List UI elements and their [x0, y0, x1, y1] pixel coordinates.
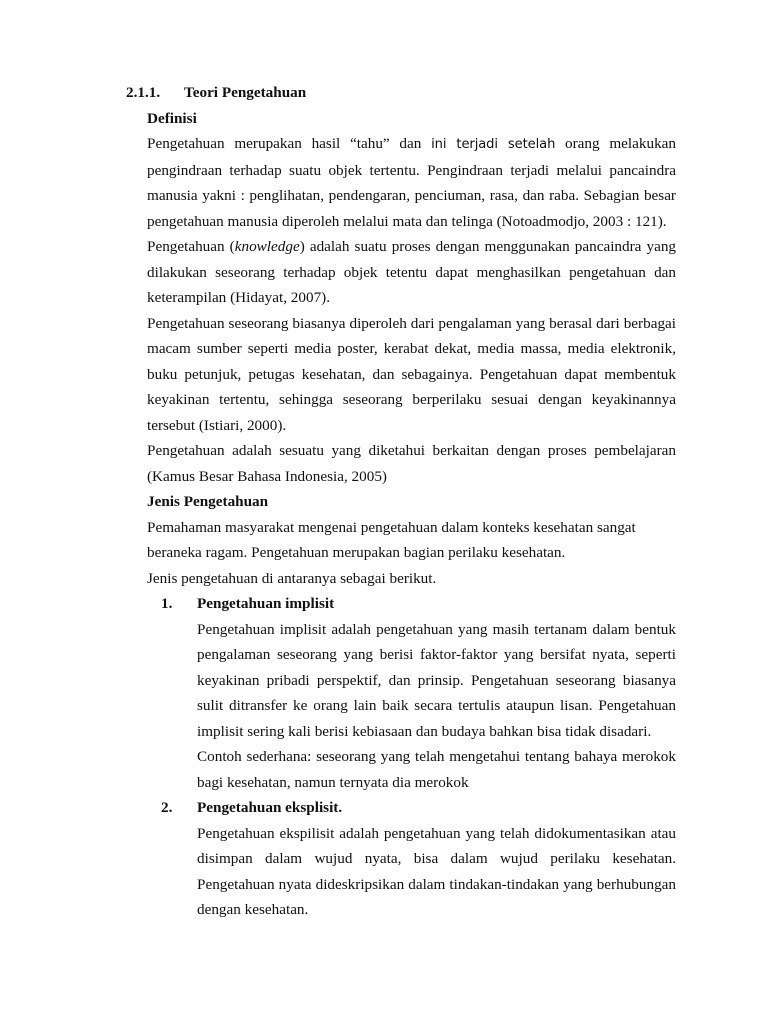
subheading-definisi: Definisi	[147, 109, 197, 127]
section-heading	[126, 80, 676, 106]
paragraph-knowledge-italic-term: knowledge	[234, 238, 300, 255]
paragraph-definisi-1-part-b: orang melakukan pengindraan terhadap suatu objek tertentu. Pengindraan terjadi melalui pancaindra manusia yakni : penglihatan, pendengaran, penciuman, rasa, dan raba. Sebagian besar pengetahuan manusia diperoleh melalui mata dan telinga (Notoadmodjo, 2003 : 121).	[147, 135, 676, 230]
paragraph-knowledge-part-a: Pengetahuan (	[147, 238, 235, 255]
paragraph-pemahaman-masyarakat: Pemahaman masyarakat mengenai pengetahuan dalam konteks kesehatan sangat beraneka ragam. Pengetahuan merupakan bagian perilaku kesehatan.	[147, 518, 636, 561]
subheading-jenis-pengetahuan: Jenis Pengetahuan	[147, 493, 269, 510]
section-title: Teori Pengetahuan	[184, 84, 307, 101]
section-number: 2.1.1.	[126, 84, 161, 101]
list-item	[147, 591, 676, 795]
list-item-marker: 2.	[161, 799, 173, 816]
list-item-body: Pengetahuan ekspilisit adalah pengetahuan yang telah didokumentasikan atau disimpan dalam wujud nyata, bisa dalam wujud perilaku kesehatan. Pengetahuan nyata dideskripsikan dalam tindakan-tindakan yang berhubungan dengan kesehatan.	[197, 824, 676, 918]
paragraph-kbbi: Pengetahuan adalah sesuatu yang diketahui berkaitan dengan proses pembelajaran (Kamus Besar Bahasa Indonesia, 2005)	[147, 442, 676, 485]
paragraph-sumber-pengetahuan: Pengetahuan seseorang biasanya diperoleh dari pengalaman yang berasal dari berbagai macam sumber seperti media poster, kerabat dekat, media massa, media elektronik, buku petunjuk, petugas kesehatan, dan sebagainya. Pengetahuan dapat membentuk keyakinan tertentu, sehingga seseorang berperilaku sesuai dengan keyakinannya tersebut (Istiari, 2000).	[147, 314, 676, 434]
paragraph-definisi-1	[147, 131, 676, 234]
paragraph-knowledge	[147, 234, 676, 311]
list-item-title: Pengetahuan implisit	[197, 595, 335, 612]
list-item-title: Pengetahuan eksplisit.	[197, 799, 343, 816]
list-item-example: Contoh sederhana: seseorang yang telah mengetahui tentang bahaya merokok bagi kesehatan, namun ternyata dia merokok	[197, 748, 676, 791]
list-item	[147, 795, 676, 923]
paragraph-jenis-intro: Jenis pengetahuan di antaranya sebagai berikut.	[147, 569, 437, 587]
paragraph-knowledge-part-b: ) adalah suatu proses dengan menggunakan pancaindra yang dilakukan seseorang terhadap objek tetentu dapat menghasilkan pengetahuan dan keterampilan (Hidayat, 2007).	[147, 238, 677, 306]
paragraph-definisi-1-part-a: Pengetahuan merupakan hasil “tahu” dan	[147, 135, 432, 152]
list-item-body: Pengetahuan implisit adalah pengetahuan yang masih tertanam dalam bentuk pengalaman seseorang yang berisi faktor-faktor yang bersifat nyata, seperti keyakinan pribadi perspektif, dan prinsip. Pengetahuan seseorang biasanya sulit ditransfer ke orang lain baik secara tertulis ataupun lisan. Pengetahuan implisit sering kali berisi kebiasaan dan budaya bahkan bisa tidak disadari.	[197, 620, 676, 740]
jenis-pengetahuan-list	[147, 591, 676, 923]
paragraph-definisi-1-alt-font-run: ini terjadi setelah	[431, 137, 556, 152]
list-item-marker: 1.	[161, 595, 173, 612]
